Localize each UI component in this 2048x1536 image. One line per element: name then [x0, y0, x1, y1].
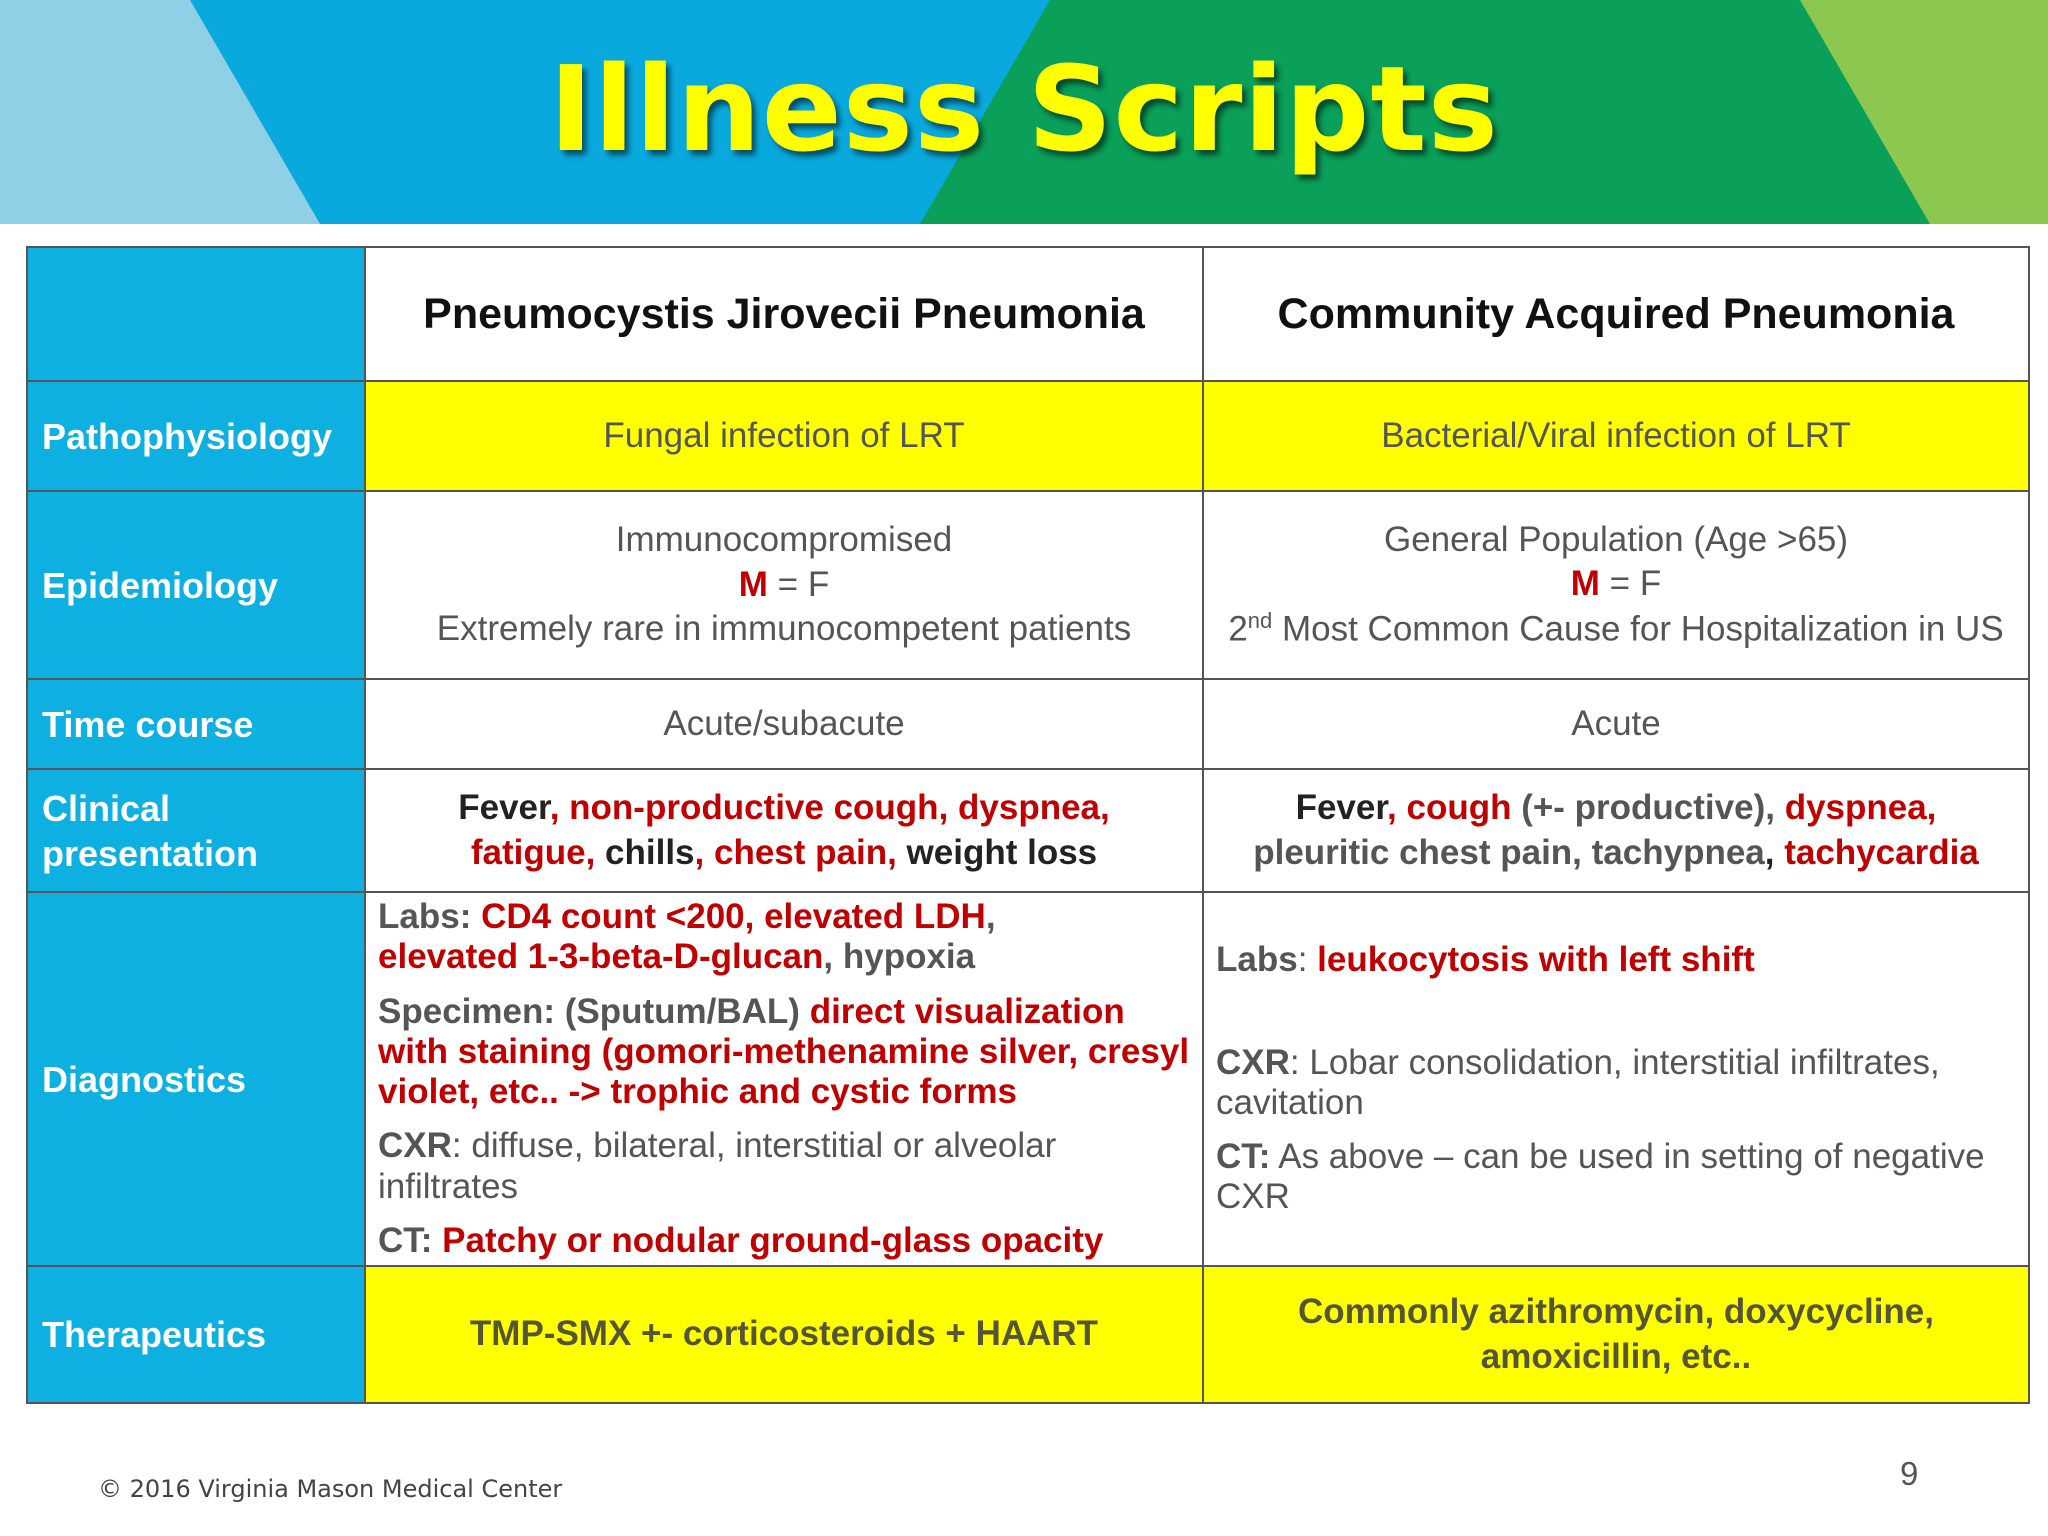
diag-pjp-labs-label: Labs: [378, 897, 482, 936]
row-time-course [27, 679, 2029, 769]
row-label-diagnostics: Diagnostics [27, 892, 365, 1266]
epi-pjp-line1: Immunocompromised [615, 520, 953, 560]
clin-pjp-weight-loss: weight loss [896, 832, 1098, 872]
clin-cap-pleuritic: pleuritic chest pain, tachypnea [1253, 832, 1765, 872]
diag-pjp-labs-comma: , [985, 897, 996, 936]
column-header-cap: Community Acquired Pneumonia [1203, 247, 2029, 381]
row-label-therapeutics: Therapeutics [27, 1266, 365, 1403]
row-label-epidemiology: Epidemiology [27, 491, 365, 679]
diag-pjp-labs-red: CD4 count <200, elevated LDH [481, 897, 986, 936]
row-epidemiology [27, 491, 2029, 679]
diag-cap-labs-colon: : [1297, 940, 1318, 980]
therapeutics-pjp: TMP-SMX +- corticosteroids + HAART [365, 1266, 1203, 1403]
clinical-cap [1203, 769, 2029, 892]
epi-cap-line2 [1216, 562, 2016, 606]
clin-pjp-chest-pain: , chest pain, [694, 832, 897, 872]
diag-pjp-labs-hypoxia: , hypoxia [823, 937, 976, 977]
diag-cap-labs [1216, 940, 2016, 980]
diagnostics-pjp [365, 892, 1203, 1266]
diag-cap-ct [1216, 1137, 2016, 1218]
illness-scripts-table [26, 246, 2030, 1404]
diag-pjp-specimen [378, 992, 1190, 1113]
epi-pjp-line2 [378, 563, 1190, 607]
diag-pjp-cxr-text: : diffuse, bilateral, interstitial or alveolar infiltrates [378, 1126, 1057, 1206]
epi-pjp-line3: Extremely rare in immunocompetent patients [436, 609, 1132, 649]
clin-cap-comma: , [1764, 832, 1785, 872]
diag-cap-ct-label: CT: [1216, 1137, 1271, 1177]
clin-pjp-fever: Fever [458, 788, 550, 828]
row-diagnostics [27, 892, 2029, 1266]
diag-cap-cxr [1216, 1043, 2016, 1124]
epi-pjp-eq: = F [767, 564, 830, 604]
epi-cap-ordinal: 2 [1228, 609, 1248, 649]
diag-pjp-labs [378, 897, 1190, 978]
diag-cap-labs-label: Labs [1216, 940, 1298, 980]
diag-cap-cxr-label: CXR [1216, 1042, 1290, 1082]
row-label-clinical: Clinical presentation [27, 769, 365, 892]
time-course-pjp: Acute/subacute [365, 679, 1203, 769]
epi-cap-line3-text: Most Common Cause for Hospitalization in US [1272, 609, 2004, 649]
diag-cap-labs-red: leukocytosis with left shift [1317, 940, 1755, 980]
epi-cap-line3 [1216, 607, 2016, 652]
diag-pjp-spec-label: Specimen: (Sputum/BAL) [378, 991, 810, 1031]
clin-pjp-fatigue: fatigue, [470, 832, 596, 872]
epi-cap-m: M [1570, 564, 1600, 604]
diag-pjp-labs-red2: elevated 1-3-beta-D-glucan [378, 937, 824, 977]
epi-pjp-m: M [738, 564, 768, 604]
row-label-pathophysiology: Pathophysiology [27, 381, 365, 491]
diag-pjp-cxr-label: CXR [378, 1126, 452, 1166]
table-header-row [27, 247, 2029, 381]
slide-title: Illness Scripts [548, 40, 1500, 178]
copyright-footer: © 2016 Virginia Mason Medical Center [98, 1475, 563, 1503]
column-header-pjp: Pneumocystis Jirovecii Pneumonia [365, 247, 1203, 381]
clin-pjp-chills: chills [595, 832, 695, 872]
diag-pjp-spec-red: direct visualization with staining (gomori-methenamine silver, cresyl violet, etc.. -> trophic and cystic forms [378, 991, 1190, 1111]
row-clinical-presentation [27, 769, 2029, 892]
clin-cap-productive: (+- productive), [1511, 788, 1785, 828]
clin-pjp-symptoms: , non-productive cough, dyspnea, [549, 788, 1110, 828]
diag-pjp-ct [378, 1221, 1190, 1261]
pathophysiology-pjp: Fungal infection of LRT [365, 381, 1203, 491]
page-number: 9 [1900, 1455, 1919, 1492]
epidemiology-pjp [365, 491, 1203, 679]
epi-cap-line1: General Population (Age >65) [1383, 520, 1849, 560]
clin-cap-tachycardia: tachycardia [1784, 832, 1979, 872]
pathophysiology-cap: Bacterial/Viral infection of LRT [1203, 381, 2029, 491]
diag-pjp-ct-red: Patchy or nodular ground-glass opacity [442, 1220, 1104, 1260]
clinical-pjp [365, 769, 1203, 892]
row-pathophysiology [27, 381, 2029, 491]
clin-cap-cough: , cough [1387, 788, 1512, 828]
epi-cap-ordinal-suffix: nd [1247, 607, 1273, 633]
diag-cap-cxr-text: : Lobar consolidation, interstitial infiltrates, cavitation [1216, 1042, 1940, 1122]
clin-cap-dyspnea: dyspnea, [1784, 788, 1937, 828]
time-course-cap: Acute [1203, 679, 2029, 769]
corner-cell [27, 247, 365, 381]
diag-pjp-ct-label: CT: [378, 1220, 443, 1260]
title-banner [0, 0, 2048, 224]
row-label-time-course: Time course [27, 679, 365, 769]
diag-cap-ct-text: As above – can be used in setting of negative CXR [1216, 1137, 1985, 1217]
diagnostics-cap [1203, 892, 2029, 1266]
therapeutics-cap: Commonly azithromycin, doxycycline, amoxicillin, etc.. [1203, 1266, 2029, 1403]
epi-cap-eq: = F [1599, 564, 1662, 604]
clin-cap-fever: Fever [1295, 788, 1388, 828]
diag-pjp-cxr [378, 1126, 1190, 1207]
row-therapeutics [27, 1266, 2029, 1403]
epidemiology-cap [1203, 491, 2029, 679]
